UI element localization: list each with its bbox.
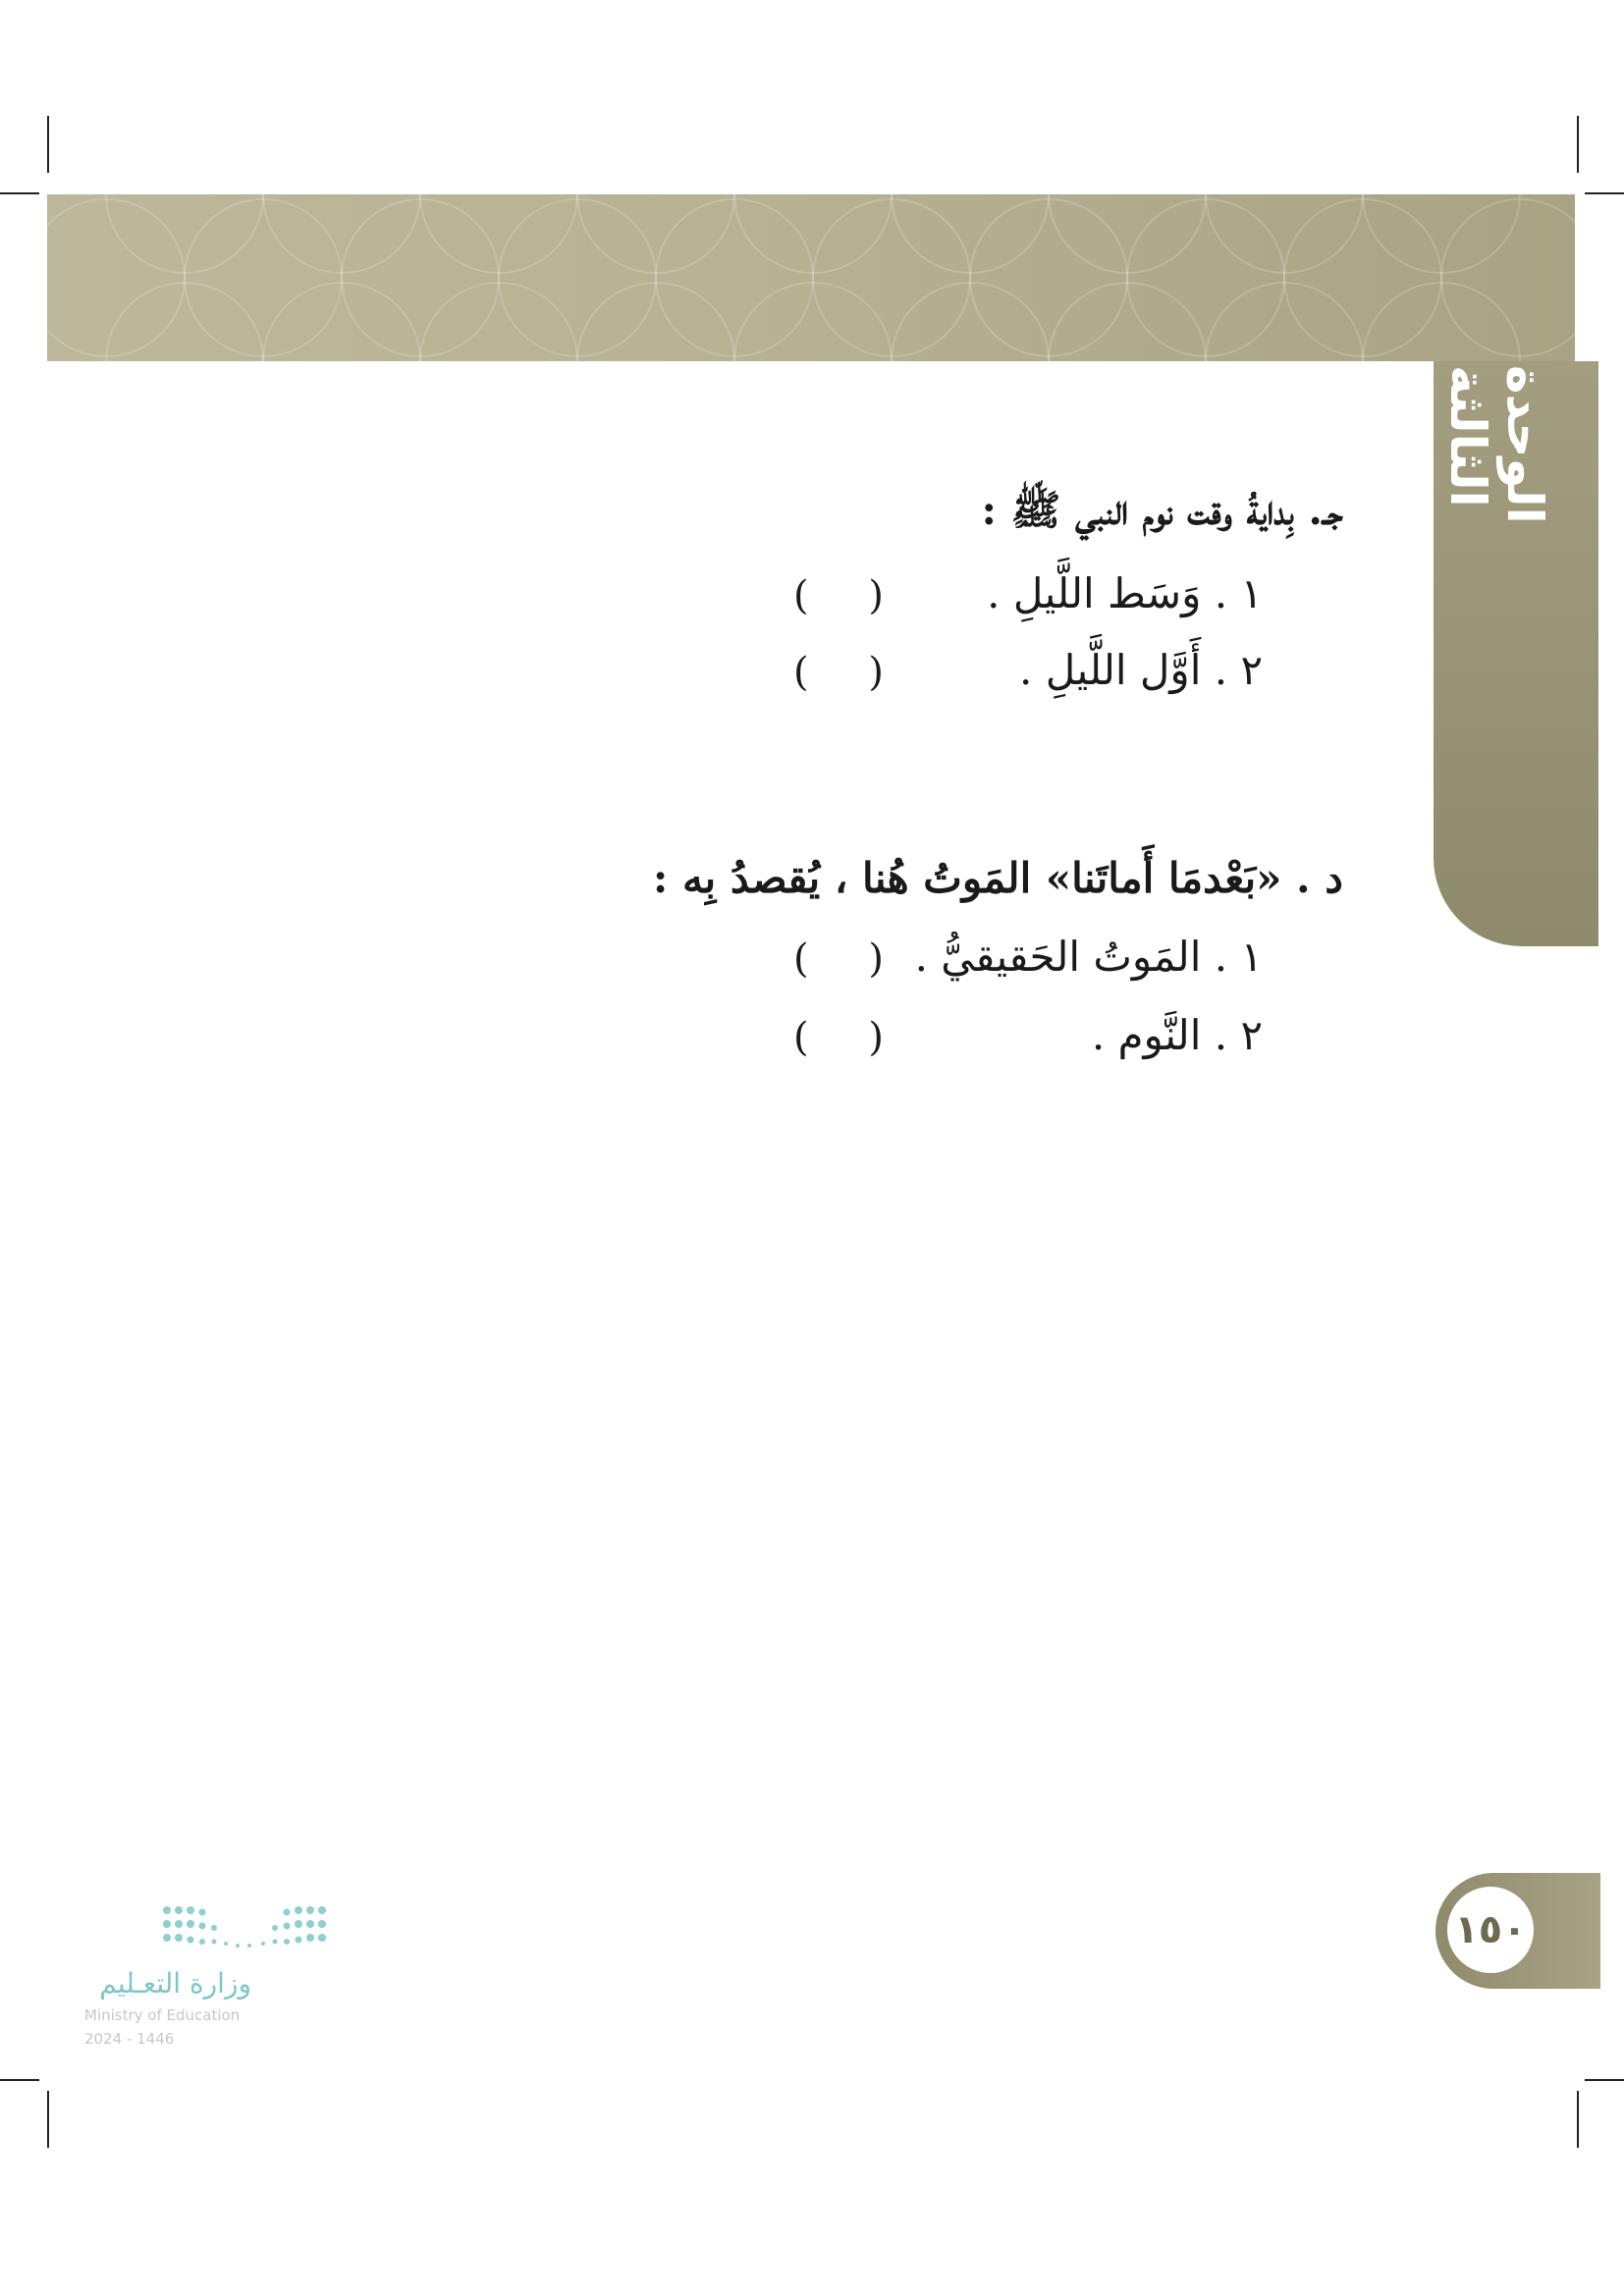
logo-dots-icon (161, 1902, 328, 1961)
crop-mark (1577, 2091, 1579, 2148)
crop-mark (47, 2091, 49, 2148)
crop-mark (0, 192, 39, 194)
ministry-logo (84, 1902, 330, 2059)
paren-open: ( (793, 936, 809, 982)
question-heading: جـ. بِدايةُ وقت نوم النبي ﷺ : (981, 486, 1343, 534)
option-item: ١ . وَسَط اللَّيلِ . (987, 569, 1263, 617)
crop-mark (0, 2079, 39, 2081)
paren-open: ( (793, 573, 809, 618)
page-number: ١٥٠ (1447, 1887, 1534, 1973)
ministry-name-arabic: وزارة التعـليم (99, 1967, 251, 2000)
option-item: ١ . المَوتُ الحَقيقيُّ . (914, 933, 1263, 981)
answer-blank[interactable] (793, 1015, 884, 1060)
paren-open: ( (793, 650, 809, 695)
answer-blank[interactable] (793, 650, 884, 695)
option-item: ٢ . النَّوم . (1091, 1011, 1263, 1059)
paren-close: ) (868, 1015, 884, 1060)
edition-year: 2024 - 1446 (84, 2030, 175, 2048)
question-heading: د . «بَعْدمَا أَماتَنا» المَوتُ هُنا ، يُقصدُ بِه : (652, 854, 1343, 902)
crop-mark (1577, 116, 1579, 173)
crop-mark (1585, 192, 1624, 194)
paren-close: ) (868, 650, 884, 695)
header-band (47, 194, 1575, 361)
answer-blank[interactable] (793, 936, 884, 982)
unit-title: الوحدة الثالثة (1439, 365, 1553, 524)
paren-close: ) (868, 936, 884, 982)
pattern-decoration (47, 194, 1575, 361)
answer-blank[interactable] (793, 573, 884, 618)
paren-open: ( (793, 1015, 809, 1060)
paren-close: ) (868, 573, 884, 618)
option-item: ٢ . أَوَّل اللَّيلِ . (1019, 646, 1263, 694)
crop-mark (1585, 2079, 1624, 2081)
ministry-name-english: Ministry of Education (84, 2006, 241, 2024)
crop-mark (47, 116, 49, 173)
